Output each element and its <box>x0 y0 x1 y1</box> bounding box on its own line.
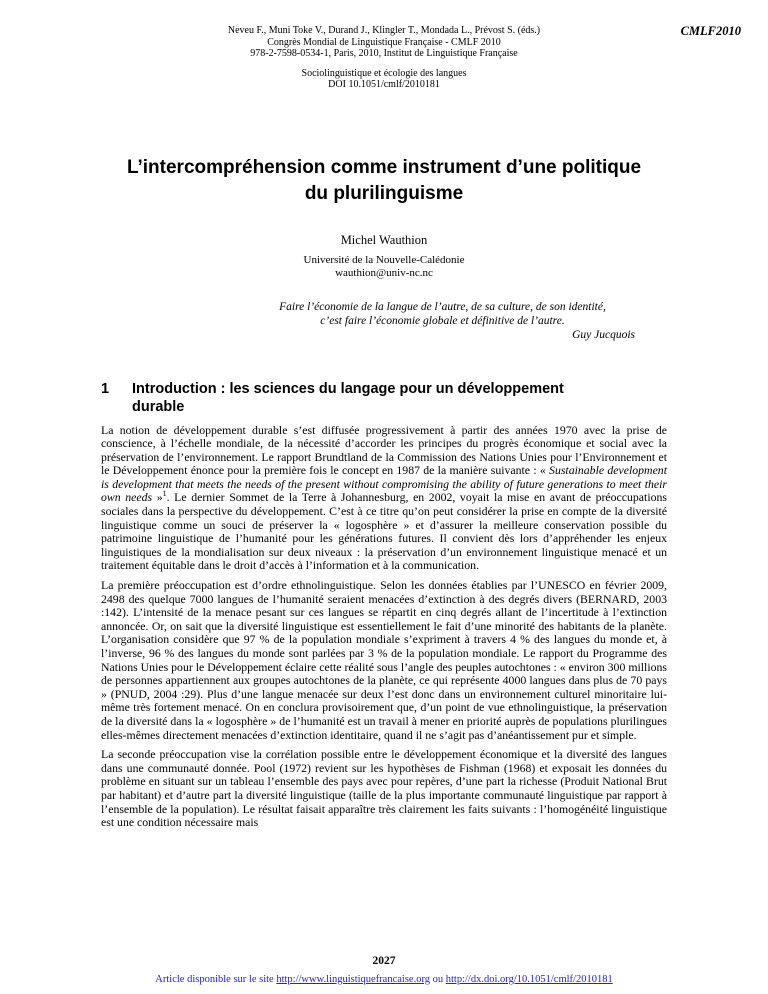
section-number: 1 <box>101 380 110 397</box>
footnote-1-marker: 1 <box>162 489 167 499</box>
session-block <box>101 68 667 91</box>
paragraph-3: La seconde préoccupation vise la corrélation possible entre le développement économique et la diversité des langues dans une communauté donnée. Pool (1972) revient sur les hypothèses de Fishman (1968) et exposait les données du problème en situant sur un tableau l’ensemble des pays avec pour repères, d’une part la richesse (Produit National Brut par habitant) et d’autre part la diversité linguistique (taille de la plus importante communauté linguistique par rapport à l’ensemble de la population). Le résultat faisait apparaître très clairement les faits suivants : l’homogénéité linguistique est une condition nécessaire mais <box>101 747 667 830</box>
para1-english-quote: Sustainable development is development that meets the needs of the present without compromising the ability of future generations to meet their own needs <box>101 463 667 505</box>
author-email: wauthion@univ-nc.nc <box>335 266 433 279</box>
session-line: Sociolinguistique et écologie des langues <box>301 67 467 79</box>
editors-line: Neveu F., Muni Toke V., Durand J., Klingler T., Mondada L., Prévost S. (éds.) <box>227 25 541 36</box>
epigraph-line-1: Faire l’économie de la langue de l’autre, de sa culture, de son identité, <box>279 300 606 313</box>
epigraph-line-2: c’est faire l’économie globale et définitive de l’autre. <box>320 314 565 327</box>
journal-site-link[interactable]: http://www.linguistiquefrancaise.org <box>276 974 431 985</box>
document-header <box>101 25 667 60</box>
availability-prefix: Article disponible sur le site <box>155 974 277 985</box>
epigraph <box>250 300 635 342</box>
para1-text-b: » <box>152 490 163 505</box>
article-title: L’intercompréhension comme instrument d’une politique du plurilinguisme <box>126 156 642 204</box>
section-title: Introduction : les sciences du langage pour un développement durable <box>132 380 564 415</box>
congress-line: Congrès Mondial de Linguistique Française - CMLF 2010 <box>267 36 501 48</box>
author-affiliation: Université de la Nouvelle-Calédonie <box>303 253 465 266</box>
availability-separator: ou <box>430 974 446 985</box>
doi-link[interactable]: http://dx.doi.org/10.1051/cmlf/2010181 <box>445 974 613 985</box>
page-footer <box>0 954 768 986</box>
epigraph-attribution: Guy Jucquois <box>572 328 635 341</box>
doi-line: DOI 10.1051/cmlf/2010181 <box>328 79 440 90</box>
para1-text-a: La notion de développement durable s’est diffusée progressivement à partir des années 1970 avec la prise de conscience, à l’échelle mondiale, de la nécessité d’accorder les principes du progrès économique et social avec la préservation de l’environnement. Le rapport Brundtland de la Commission des Nations Unies pour l’Environnement et le Développement énonce pour la première fois le concept en 1987 de la manière suivante : « <box>101 422 667 478</box>
section-1-heading <box>101 380 667 416</box>
para1-text-c: . Le dernier Sommet de la Terre à Johannesburg, en 2002, voyait la mise en avant de préoccupations sociales dans la perspective du développement. C’est à ce titre qu’on peut considérer la prise en compte de la diversité linguistique comme un souci de préserver la « logosphère » et d’assurer la meilleure conservation possible du patrimoine linguistique de l’humanité pour les générations futures. Il convient dès lors d’appréhender les enjeux linguistiques de la mondialisation sur deux niveaux : la préservation d’un environnement linguistique menacé et un traitement équitable dans le droit d’accès à l’information et à la communication. <box>101 490 667 573</box>
page-number: 2027 <box>372 955 396 967</box>
isbn-line: 978-2-7598-0534-1, Paris, 2010, Institut de Linguistique Française <box>250 48 518 59</box>
paragraph-2: La première préoccupation est d’ordre ethnolinguistique. Selon les données établies par l’UNESCO en février 2009, 2498 des quelque 7000 langues de l’humanité seraient menacées d’extinction à des degrés divers (BERNARD, 2003 :142). L’intensité de la menace pesant sur ces langues se répartit en cinq degrés allant de l’incertitude à l’extinction annoncée. Or, on sait que la diversité linguistique est essentiellement le fait d’une minorité des habitants de la planète. L’organisation considère que 97 % de la population mondiale s’expriment à travers 4 % des langues du monde et, à l’inverse, 96 % des langues du monde sont parlées par 3 % de la population mondiale. Le rapport du Programme des Nations Unies pour le Développement éclaire cette réalité sous l’angle des peuples autochtones : « environ 300 millions de personnes appartiennent aux groupes autochtones de la planète, ce qui représente 4000 langues dans plus de 70 pays » (PNUD, 2004 :29). Plus d’une langue menacée sur deux l’est donc dans un environnement culturel minoritaire lui-même très fortement menacé. On en conclura provisoirement que, d’un point de vue ethnolinguistique, la préservation de la diversité dans la « logosphère » de l’humanité est un travail à mener en priorité auprès de populations plurilingues elles-mêmes directement menacées d’extinction identitaire, quand il ne s’agit pas d’anéantissement pur et simple. <box>101 578 667 742</box>
paragraph-1 <box>101 424 667 574</box>
author-name: Michel Wauthion <box>340 232 428 247</box>
cmlf-badge: CMLF2010 <box>680 24 741 38</box>
availability-line <box>0 973 768 986</box>
